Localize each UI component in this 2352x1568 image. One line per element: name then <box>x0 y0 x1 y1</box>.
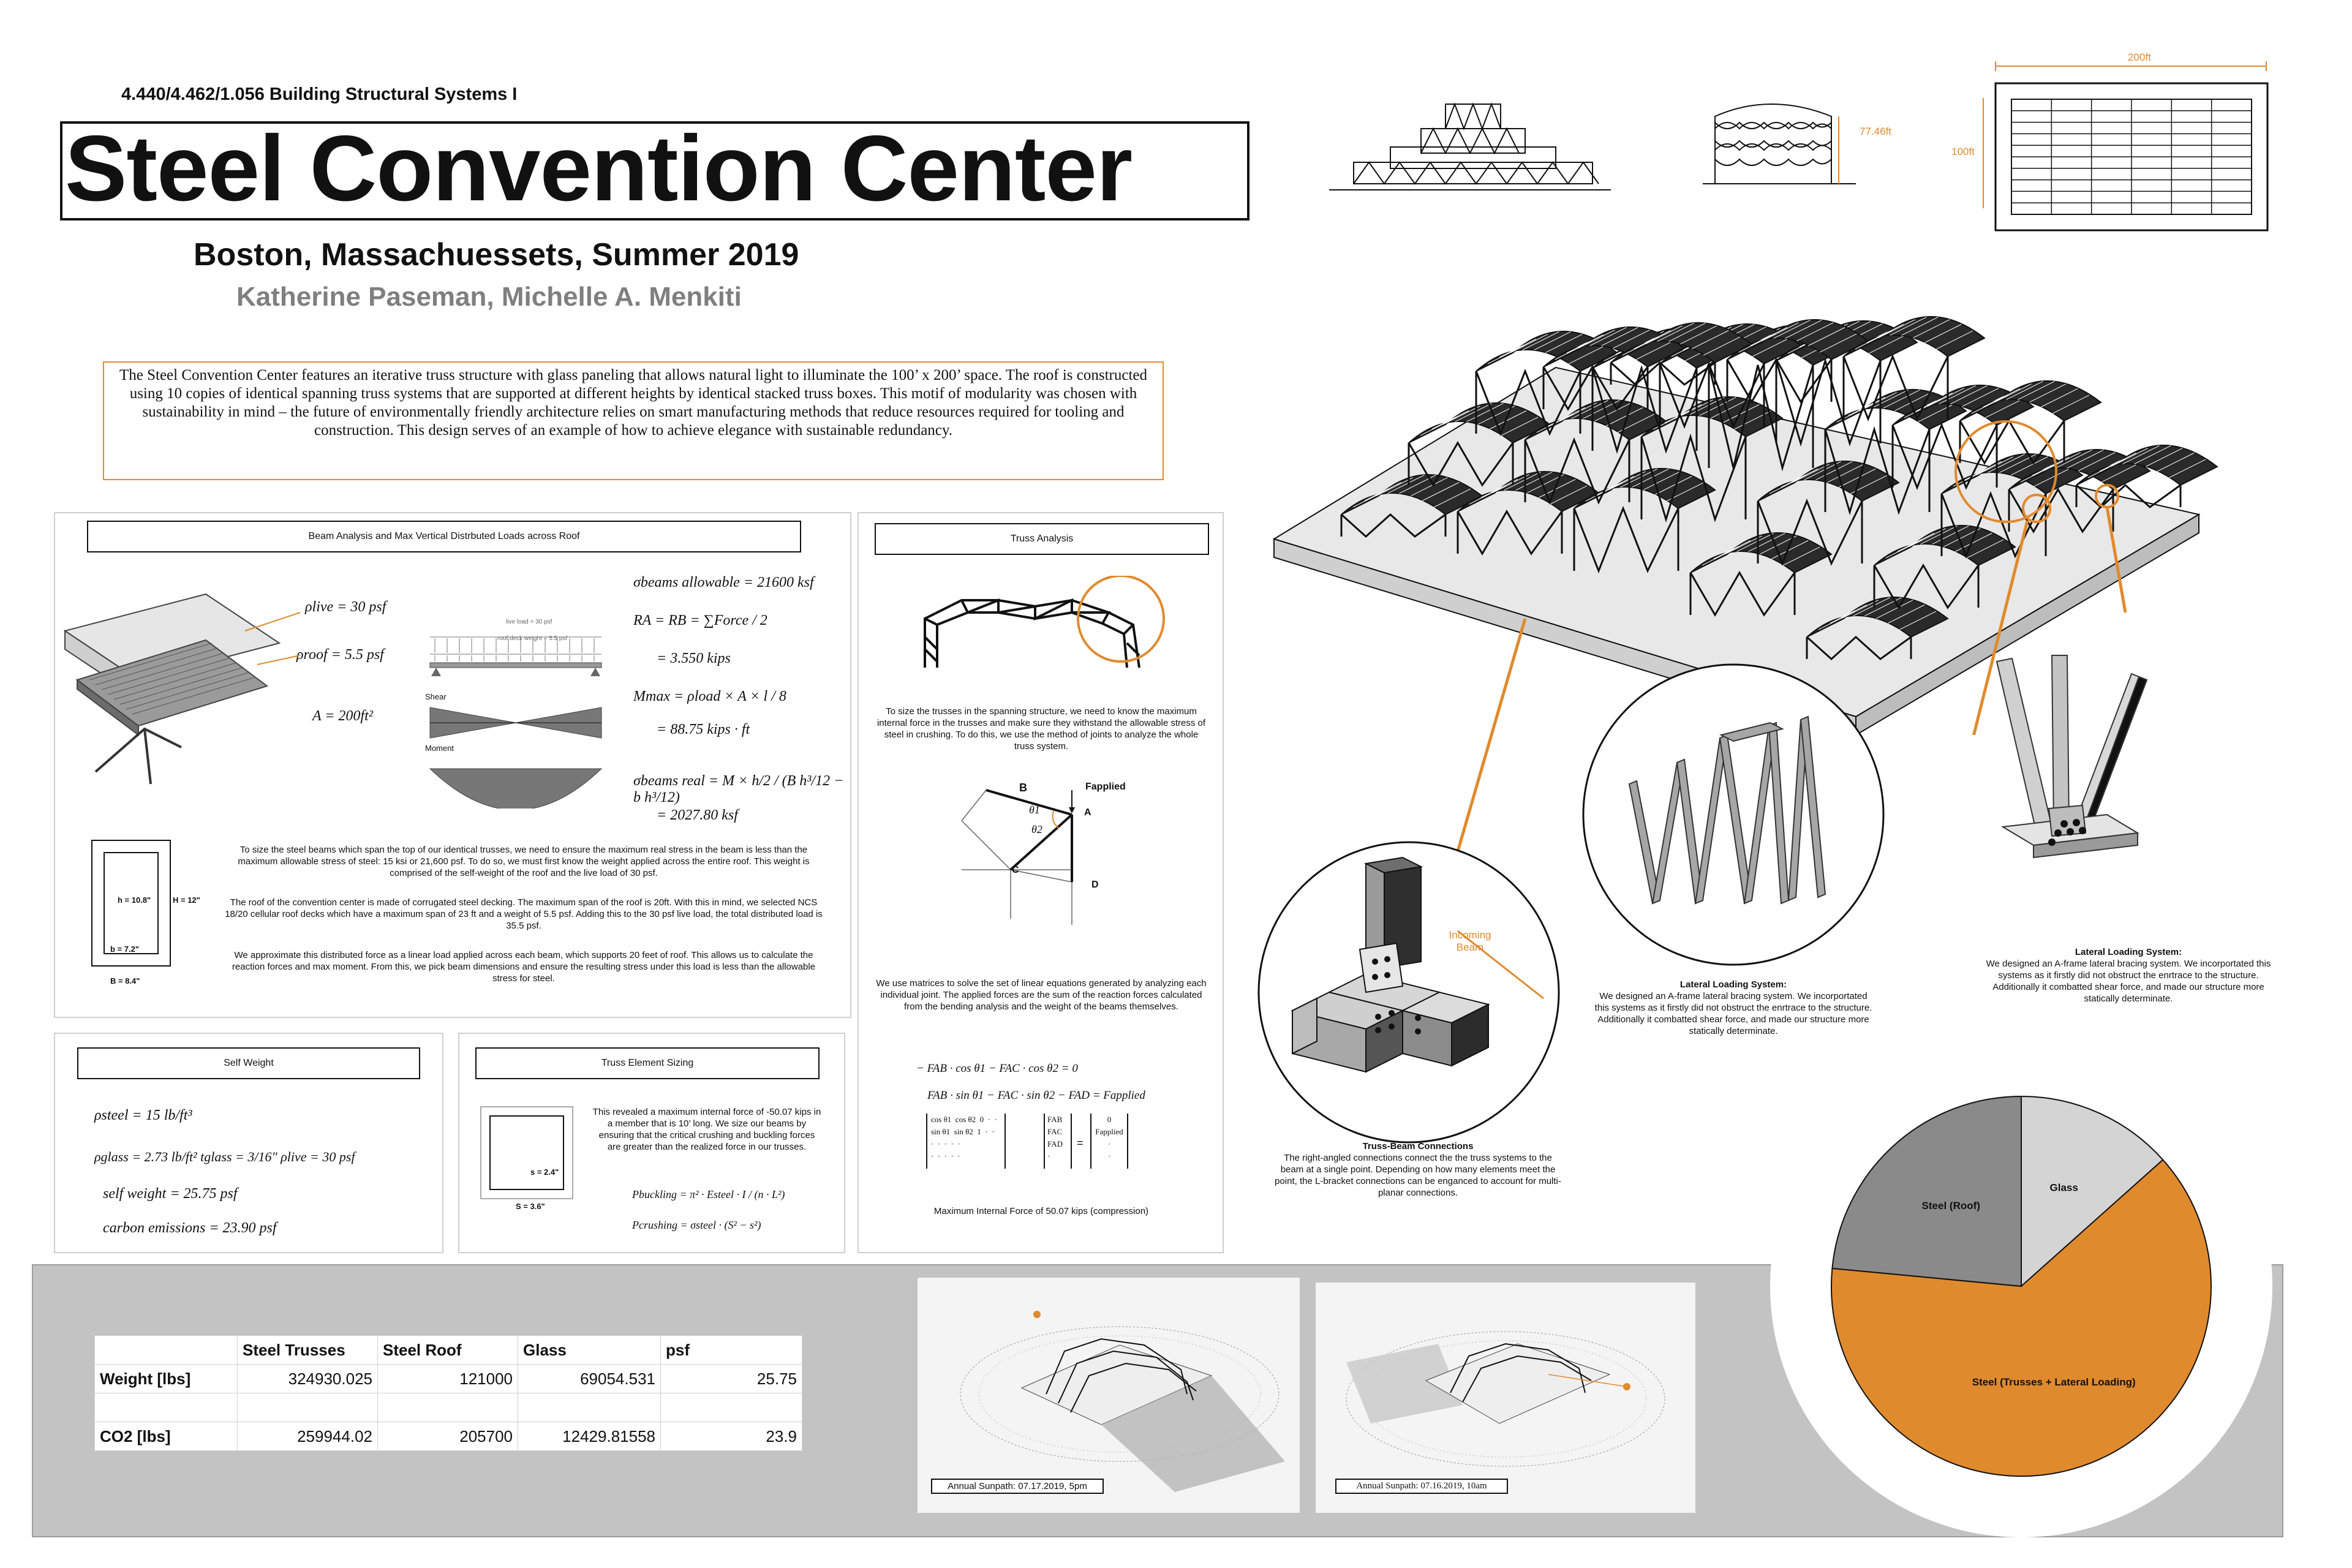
matrix-equals: = <box>1077 1137 1084 1149</box>
poster-authors: Katherine Paseman, Michelle A. Menkiti <box>236 282 742 312</box>
sunpath-caption-1: Annual Sunpath: 07.17.2019, 5pm <box>931 1479 1104 1494</box>
table-cell <box>661 1393 802 1422</box>
live-load-label: ρlive = 30 psf <box>305 599 386 615</box>
pie-slice-label: Steel (Trusses + Lateral Loading) <box>1972 1376 2136 1388</box>
force-vector: FAB FAC FAD · <box>1044 1114 1072 1169</box>
table-cell: Glass <box>518 1336 661 1365</box>
roof-load-label: ρroof = 5.5 psf <box>296 647 384 663</box>
elevation-height-label: 77.46ft <box>1860 126 1891 137</box>
table-row <box>95 1422 802 1451</box>
table-cell <box>378 1393 518 1422</box>
table-cell: 324930.025 <box>238 1365 378 1393</box>
table-cell <box>238 1393 378 1422</box>
truss-paragraph-2: We use matrices to solve the set of linear equations generated by analyzing each individual joint. The applied forces are the sum of the reaction forces calculated from the bending analysis and the weight of the beams themselves. <box>876 978 1207 1012</box>
poster-title: Steel Convention Center <box>65 116 1133 221</box>
member-cross-section <box>478 1104 576 1202</box>
beam-analysis-title: Beam Analysis and Max Vertical Distrbuted Loads across Roof <box>87 521 801 552</box>
real-stress-result: = 2027.80 ksf <box>657 807 738 823</box>
truss-paragraph-1: To size the trusses in the spanning structure, we need to know the maximum internal force in the trusses and make sure they withstand the allowable stress of steel in crushing. To do this, we use the method of joints to analyze the whole truss system. <box>876 706 1206 752</box>
real-stress-eq: σbeams real = M × h/2 / (B h³/12 − b h³/12) <box>633 773 844 805</box>
table-cell: Steel Trusses <box>238 1336 378 1365</box>
poster-subtitle: Boston, Massachuessets, Summer 2019 <box>194 237 799 273</box>
course-code: 4.440/4.462/1.056 Building Structural Systems I <box>121 85 518 104</box>
plan-drawing <box>1960 49 2278 245</box>
moment-label: Moment <box>425 744 454 753</box>
joint-label-d: D <box>1091 880 1099 890</box>
lateral-detail-b <box>1978 649 2162 907</box>
connection-detail <box>1256 839 1562 1145</box>
lateral-caption-a <box>1593 979 1874 1037</box>
table-cell: Steel Roof <box>378 1336 518 1365</box>
section-drawing <box>1329 92 1623 196</box>
table-cell: Weight [lbs] <box>95 1365 238 1393</box>
beam-diagrams <box>424 625 608 809</box>
reaction-result: = 3.550 kips <box>657 650 731 666</box>
table-cell: 69054.531 <box>518 1365 661 1393</box>
element-paragraph: This revealed a maximum internal force of -50.07 kips in a member that is 10’ long. We size our beams by ensuring that the critical crushing and buckling forces are greater than the realized force in our trusses. <box>592 1107 821 1152</box>
self-weight-title: Self Weight <box>77 1047 420 1079</box>
lateral-caption-a-text: We designed an A-frame lateral bracing system. We incorportated this systems as it firstly did not obstruct the enrtrace to the structure. Additionally it combatted shear force, and made our structure more statically determinate. <box>1594 991 1872 1036</box>
joint-diagram <box>962 784 1121 925</box>
inner-side-label: s = 2.4" <box>530 1167 559 1177</box>
table-cell: CO2 [lbs] <box>95 1422 238 1451</box>
table-cell: 205700 <box>378 1422 518 1451</box>
table-cell: psf <box>661 1336 802 1365</box>
shear-label: Shear <box>425 692 447 701</box>
lateral-caption-b-title: Lateral Loading System: <box>2075 947 2182 957</box>
pie-slice-label: Steel (Roof) <box>1921 1199 1980 1212</box>
truss-analysis-title: Truss Analysis <box>875 523 1209 555</box>
table-cell <box>95 1336 238 1365</box>
beam-paragraph-3: We approximate this distributed force as a linear load applied across each beam, which supports 20 feet of roof. This allows us to calculate the reaction forces and max moment. From this, we pick beam dimensions and ensure the resulting stress under this load is less than the allowable stress for steel. <box>232 950 816 984</box>
moment-eq: Mmax = ρload × A × l / 8 <box>633 688 786 704</box>
moment-result: = 88.75 kips · ft <box>657 722 750 737</box>
joint-label-b: B <box>1019 782 1027 794</box>
table-cell <box>518 1393 661 1422</box>
elevation-drawing <box>1703 92 1856 196</box>
table-cell: 25.75 <box>661 1365 802 1393</box>
theta1-label: θ1 <box>1029 804 1040 816</box>
connection-caption <box>1274 1140 1562 1199</box>
table-cell <box>95 1393 238 1422</box>
pie-slice-label: Glass <box>2049 1182 2078 1194</box>
theta2-label: θ2 <box>1031 823 1042 835</box>
table-cell: 23.9 <box>661 1422 802 1451</box>
load-leaders <box>233 606 306 668</box>
lateral-caption-b-text: We designed an A-frame lateral bracing system. We incorportated this systems as it firstly did not obstruct the enrtrace to the structure. Additionally it combatted shear force, and made our structure more statically determinate. <box>1986 959 2271 1004</box>
outer-side-label: S = 3.6" <box>516 1202 545 1211</box>
connection-caption-title: Truss-Beam Connections <box>1362 1141 1474 1152</box>
beam-paragraph-2: The roof of the convention center is made of corrugated steel decking. The maximum span of the roof is 20ft. With this in mind, we selected NCS 18/20 cellular roof decks which have a maximum span of 23 ft and a weight of 5.5 psf. Adding this to the 30 psf live load, the total distributed load is 35.5 psf. <box>225 897 823 931</box>
joint-label-a: A <box>1084 807 1091 818</box>
joint-eq-1: − FAB · cos θ1 − FAC · cos θ2 = 0 <box>916 1062 1078 1075</box>
table-row <box>95 1393 802 1422</box>
allowable-stress-eq: σbeams allowable = 21600 ksf <box>633 575 814 590</box>
sunpath-panel-1 <box>918 1278 1300 1513</box>
plan-depth-label: 100ft <box>1951 146 1975 157</box>
outer-width-label: B = 8.4" <box>110 976 140 986</box>
intro-text: The Steel Convention Center features an iterative truss structure with glass paneling that allows natural light to illuminate the 100’ x 200’ space. The roof is constructed using 10 copies of identical spanning truss systems that are supported at different heights by identical stacked truss boxes. This motif of modularity was chosen with sustainability in mind – the future of environmentally friendly architecture relies on smart manufacturing methods that reduce resources required for tooling and construction. This design serves of an example of how to achieve elegance with sustainable redundancy. <box>103 361 1164 480</box>
materials-table <box>94 1335 802 1451</box>
material-pie-chart <box>1764 1029 2278 1544</box>
joint-label-c: C <box>1012 865 1019 875</box>
sunpath-diagram-1 <box>918 1278 1300 1513</box>
sunpath-caption-2: Annual Sunpath: 07.16.2019, 10am <box>1335 1479 1508 1494</box>
plan-width-label: 200ft <box>2128 51 2151 63</box>
lateral-caption-a-title: Lateral Loading System: <box>1679 979 1787 990</box>
steel-density: ρsteel = 15 lb/ft³ <box>94 1107 192 1123</box>
element-sizing-title: Truss Element Sizing <box>475 1047 820 1079</box>
table-header-row <box>95 1336 802 1365</box>
outer-height-label: H = 12" <box>173 895 200 905</box>
incoming-beam-label: Incoming Beam <box>1449 929 1491 953</box>
reaction-eq: RA = RB = ∑Force / 2 <box>633 612 767 628</box>
truss-elevation <box>913 576 1170 680</box>
applied-force-label: Fapplied <box>1085 782 1126 792</box>
beam-paragraph-1: To size the steel beams which span the top of our identical trusses, we need to ensure the maximum real stress in the beam is less than the maximum allowable stress of steel: 15 ksi or 21,600 psf. To do so, we must first know the weight applied across the entire roof. This weight is comprised of the self-weight of the roof and the live load of 30 psf. <box>238 845 810 878</box>
lateral-caption-b <box>1985 946 2272 1005</box>
self-weight-result: self weight = 25.75 psf <box>103 1186 238 1202</box>
inner-height-label: h = 10.8" <box>118 895 151 905</box>
live-load-note: live load = 30 psf <box>506 619 552 625</box>
lateral-detail-a <box>1580 662 1887 968</box>
table-cell: 121000 <box>378 1365 518 1393</box>
connection-caption-text: The right-angled connections connect the the truss systems to the beam at a single point. Depending on how many elements meet the point, the L-bracket connections can be enganced to account for multi-planar connections. <box>1275 1153 1561 1198</box>
beam-cross-section <box>86 834 178 975</box>
max-internal-force: Maximum Internal Force of 50.07 kips (compression) <box>933 1206 1149 1216</box>
inner-width-label: b = 7.2" <box>110 944 139 954</box>
carbon-result: carbon emissions = 23.90 psf <box>103 1220 277 1236</box>
roof-dead-note: roof deck weight = 5.5 psf <box>497 635 568 642</box>
applied-vector: 0 Fapplied · · <box>1090 1114 1128 1169</box>
joint-eq-2: FAB · sin θ1 − FAC · sin θ2 − FAD = Fapplied <box>927 1089 1145 1102</box>
crushing-eq: Pcrushing = σsteel · (S² − s²) <box>632 1219 761 1231</box>
table-cell: 259944.02 <box>238 1422 378 1451</box>
table-cell: 12429.81558 <box>518 1422 661 1451</box>
glass-density: ρglass = 2.73 lb/ft² tglass = 3/16" ρlive = 30 psf <box>94 1149 355 1164</box>
coefficient-matrix: cos θ1 cos θ2 0 · · sin θ1 sin θ2 1 · · · · · · · · · · · · <box>926 1114 1006 1169</box>
buckling-eq: Pbuckling = π² · Esteel · I / (n · L²) <box>632 1188 785 1200</box>
area-label: A = 200ft² <box>312 708 373 724</box>
table-row <box>95 1365 802 1393</box>
